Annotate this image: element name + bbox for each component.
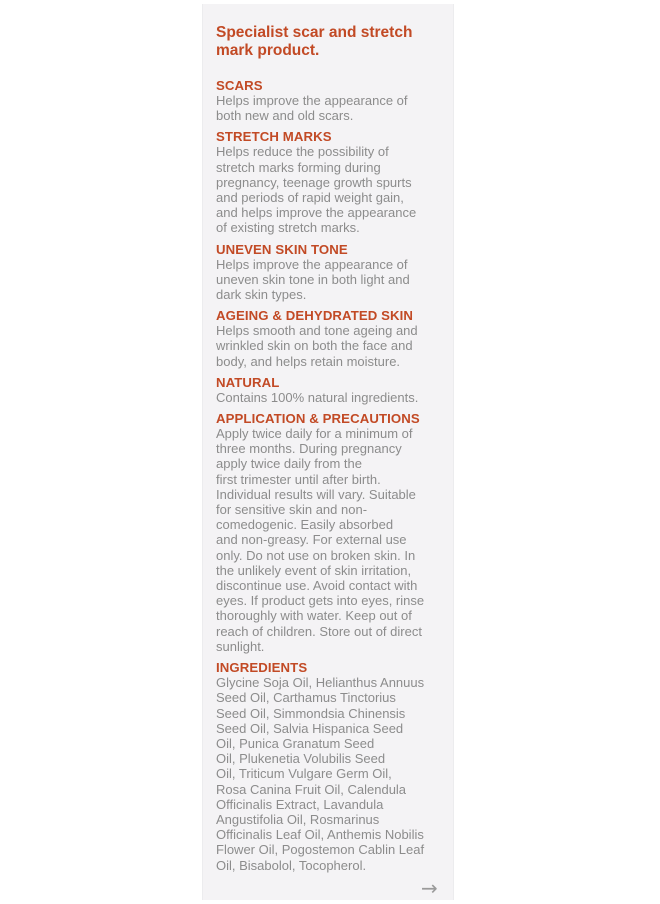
section-uneven-skin-tone bbox=[216, 242, 448, 303]
section-application-precautions bbox=[216, 411, 448, 654]
section-body: Glycine Soja Oil, Helianthus Annuus Seed Oil, Carthamus Tinctorius Seed Oil, Simmondsia Chinensis Seed Oil, Salvia Hispanica Seed Oil, Punica Granatum Seed Oil, Plukenetia Volubilis Seed Oil, Triticum Vulgare Germ Oil, Rosa Canina Fruit Oil, Calendula Officinalis Extract, Lavandula Angustifolia Oil, Rosmarinus Officinalis Leaf Oil, Anthemis Nobilis Flower Oil, Pogostemon Cablin Leaf Oil, Bisabolol, Tocopherol. bbox=[216, 675, 425, 873]
section-heading: UNEVEN SKIN TONE bbox=[216, 241, 348, 257]
section-heading: STRETCH MARKS bbox=[216, 129, 332, 145]
section-body: Helps smooth and tone ageing and wrinkled skin on both the face and body, and helps retain moisture. bbox=[216, 323, 418, 369]
section-heading: NATURAL bbox=[216, 374, 280, 390]
section-body: Helps reduce the possibility of stretch marks forming during pregnancy, teenage growth spurts and periods of rapid weight gain, and helps improve the appearance of existing stretch marks. bbox=[216, 144, 417, 236]
section-ingredients bbox=[216, 660, 448, 873]
section-body: Contains 100% natural ingredients. bbox=[216, 389, 419, 405]
section-heading: INGREDIENTS bbox=[216, 660, 308, 676]
section-ageing-dehydrated-skin bbox=[216, 308, 448, 369]
section-body: Helps improve the appearance of both new and old scars. bbox=[216, 93, 408, 124]
section-scars bbox=[216, 78, 448, 123]
section-body: Apply twice daily for a minimum of three months. During pregnancy apply twice daily from the first trimester until after birth. Individual results will vary. Suitable for sensitive skin and non- comedogenic. Easily absorbed and non-greasy. For external use only. Do not use on broken skin. In the unlikely event of skin irritation, discontinue use. Avoid contact with eyes. If product gets into eyes, rinse thoroughly with water. Keep out of reach of children. Store out of direct sunlight. bbox=[216, 426, 425, 654]
section-heading: APPLICATION & PRECAUTIONS bbox=[216, 411, 420, 427]
arrow-right-icon: → bbox=[421, 876, 438, 900]
product-description bbox=[216, 24, 448, 879]
section-heading: AGEING & DEHYDRATED SKIN bbox=[216, 308, 414, 324]
section-body: Helps improve the appearance of uneven skin tone in both light and dark skin types. bbox=[216, 256, 410, 303]
section-natural bbox=[216, 375, 448, 405]
section-stretch-marks bbox=[216, 129, 448, 235]
section-heading: SCARS bbox=[216, 78, 263, 93]
intro-title: Specialist scar and stretch mark product. bbox=[216, 24, 413, 59]
